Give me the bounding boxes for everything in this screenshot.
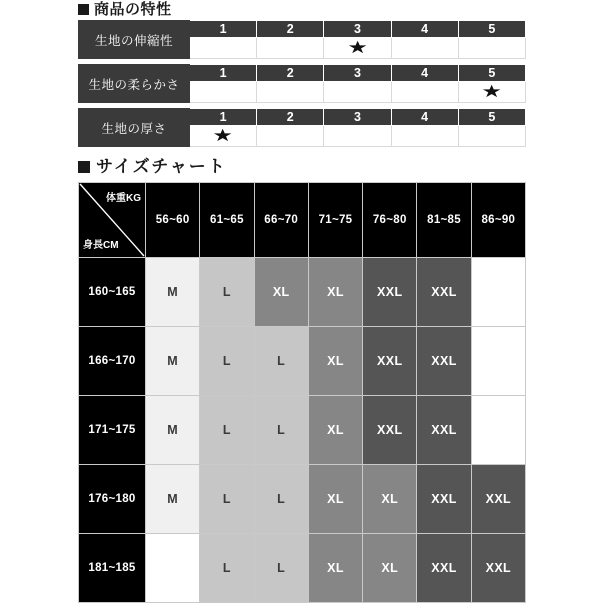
feature-cell-softness-4 bbox=[391, 82, 458, 103]
feature-scale-5: 5 bbox=[458, 109, 525, 126]
feature-cell-stretch-3 bbox=[324, 38, 391, 59]
size-cell: XL bbox=[308, 465, 362, 534]
size-cell: XXL bbox=[363, 327, 417, 396]
size-chart-corner-cell bbox=[79, 183, 146, 258]
feature-scale-5: 5 bbox=[458, 21, 525, 38]
feature-table-softness bbox=[78, 64, 526, 103]
size-cell: L bbox=[200, 396, 254, 465]
size-cell: L bbox=[200, 465, 254, 534]
size-chart-col-header: 76~80 bbox=[363, 183, 417, 258]
sizechart-heading-text: サイズチャート bbox=[96, 157, 227, 176]
size-chart-table bbox=[78, 182, 526, 603]
size-cell: XXL bbox=[363, 396, 417, 465]
star-icon: ★ bbox=[212, 126, 234, 145]
size-cell: XXL bbox=[363, 258, 417, 327]
size-cell: L bbox=[200, 258, 254, 327]
size-cell: XXL bbox=[417, 465, 471, 534]
size-cell: XL bbox=[363, 465, 417, 534]
size-chart-row-header: 160~165 bbox=[79, 258, 146, 327]
size-cell: M bbox=[146, 465, 200, 534]
size-cell: L bbox=[200, 534, 254, 603]
table-row bbox=[79, 396, 526, 465]
feature-cell-stretch-5 bbox=[458, 38, 525, 59]
feature-label-thickness: 生地の厚さ bbox=[79, 109, 190, 147]
feature-scale-4: 4 bbox=[391, 21, 458, 38]
feature-table-stretch bbox=[78, 20, 526, 59]
size-cell: L bbox=[254, 534, 308, 603]
size-chart-header-row bbox=[79, 183, 526, 258]
size-cell: L bbox=[254, 396, 308, 465]
feature-scale-1: 1 bbox=[190, 65, 257, 82]
size-chart-col-header: 71~75 bbox=[308, 183, 362, 258]
feature-cell-thickness-5 bbox=[458, 126, 525, 147]
size-chart-col-header: 61~65 bbox=[200, 183, 254, 258]
size-cell: XXL bbox=[471, 534, 525, 603]
feature-scale-2: 2 bbox=[257, 65, 324, 82]
size-chart-row-header: 171~175 bbox=[79, 396, 146, 465]
size-cell bbox=[471, 258, 525, 327]
feature-label-stretch: 生地の伸縮性 bbox=[79, 21, 190, 59]
feature-cell-thickness-3 bbox=[324, 126, 391, 147]
size-cell: L bbox=[200, 327, 254, 396]
size-chart-row-header: 181~185 bbox=[79, 534, 146, 603]
size-cell bbox=[471, 327, 525, 396]
feature-cell-thickness-2 bbox=[257, 126, 324, 147]
size-cell: M bbox=[146, 327, 200, 396]
feature-scale-1: 1 bbox=[190, 109, 257, 126]
feature-label-softness: 生地の柔らかさ bbox=[79, 65, 190, 103]
size-cell: L bbox=[254, 465, 308, 534]
feature-scale-1: 1 bbox=[190, 21, 257, 38]
size-chart-row-header: 176~180 bbox=[79, 465, 146, 534]
size-cell: XL bbox=[308, 258, 362, 327]
feature-table-thickness bbox=[78, 108, 526, 147]
size-cell bbox=[146, 534, 200, 603]
size-chart-body bbox=[79, 258, 526, 603]
size-cell: XXL bbox=[417, 258, 471, 327]
size-cell bbox=[471, 396, 525, 465]
table-row bbox=[79, 327, 526, 396]
table-row bbox=[79, 465, 526, 534]
feature-scale-3: 3 bbox=[324, 21, 391, 38]
size-cell: M bbox=[146, 396, 200, 465]
features-tables bbox=[78, 20, 526, 152]
size-cell: XL bbox=[308, 534, 362, 603]
feature-cell-stretch-4 bbox=[391, 38, 458, 59]
feature-scale-2: 2 bbox=[257, 109, 324, 126]
feature-cell-thickness-4 bbox=[391, 126, 458, 147]
size-chart-col-header: 81~85 bbox=[417, 183, 471, 258]
feature-scale-3: 3 bbox=[324, 109, 391, 126]
sizechart-section-heading bbox=[78, 157, 227, 177]
feature-scale-3: 3 bbox=[324, 65, 391, 82]
size-cell: XXL bbox=[471, 465, 525, 534]
feature-scale-5: 5 bbox=[458, 65, 525, 82]
square-bullet-icon bbox=[78, 4, 89, 15]
feature-cell-softness-1 bbox=[190, 82, 257, 103]
size-chart-table-wrapper bbox=[78, 182, 526, 603]
size-cell: L bbox=[254, 327, 308, 396]
table-row bbox=[79, 534, 526, 603]
feature-cell-thickness-1 bbox=[190, 126, 257, 147]
square-bullet-icon bbox=[78, 161, 90, 173]
feature-scale-2: 2 bbox=[257, 21, 324, 38]
star-icon: ★ bbox=[481, 82, 503, 101]
size-cell: XL bbox=[308, 327, 362, 396]
feature-scale-4: 4 bbox=[391, 109, 458, 126]
feature-cell-softness-3 bbox=[324, 82, 391, 103]
size-cell: XXL bbox=[417, 534, 471, 603]
features-section-heading bbox=[78, 1, 172, 18]
size-cell: XL bbox=[363, 534, 417, 603]
size-cell: XXL bbox=[417, 396, 471, 465]
corner-height-label: 身長CM bbox=[83, 240, 119, 251]
size-cell: XXL bbox=[417, 327, 471, 396]
corner-weight-label: 体重KG bbox=[106, 193, 141, 204]
size-chart-col-header: 66~70 bbox=[254, 183, 308, 258]
size-cell: M bbox=[146, 258, 200, 327]
feature-scale-4: 4 bbox=[391, 65, 458, 82]
feature-cell-stretch-2 bbox=[257, 38, 324, 59]
size-cell: XL bbox=[308, 396, 362, 465]
size-chart-col-header: 56~60 bbox=[146, 183, 200, 258]
feature-cell-stretch-1 bbox=[190, 38, 257, 59]
feature-cell-softness-5 bbox=[458, 82, 525, 103]
size-chart-col-header: 86~90 bbox=[471, 183, 525, 258]
table-row bbox=[79, 258, 526, 327]
features-heading-text: 商品の特性 bbox=[94, 1, 172, 18]
size-chart-row-header: 166~170 bbox=[79, 327, 146, 396]
star-icon: ★ bbox=[347, 38, 368, 57]
size-cell: XL bbox=[254, 258, 308, 327]
feature-cell-softness-2 bbox=[257, 82, 324, 103]
